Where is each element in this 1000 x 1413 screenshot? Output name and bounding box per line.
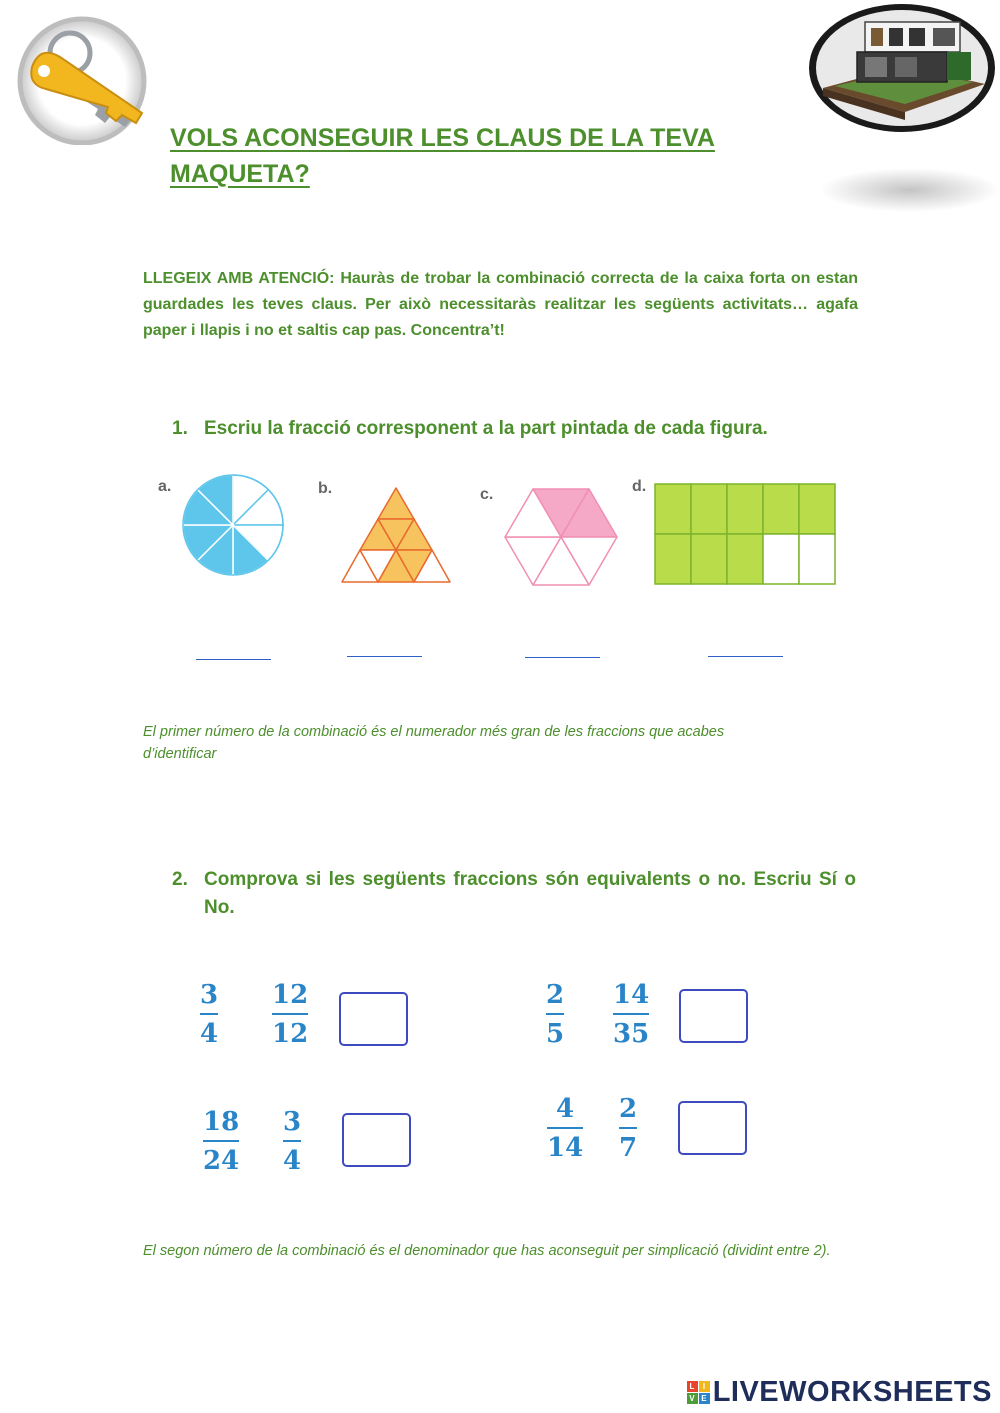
question-1 [172, 415, 862, 443]
page-title: VOLS ACONSEGUIR LES CLAUS DE LA TEVA MAQUETA? [170, 124, 715, 188]
numerator: 2 [546, 980, 565, 1010]
logo-text: LIVEWORKSHEETS [712, 1376, 992, 1408]
answer-blank-c[interactable] [525, 657, 600, 658]
fraction-pair3-b [283, 1107, 301, 1176]
numerator: 4 [556, 1094, 575, 1124]
question-2-text: Comprova si les següents fraccions són equivalents o no. Escriu Sí o No. [204, 869, 856, 918]
numerator: 18 [203, 1107, 240, 1137]
figure-a-circle [183, 475, 283, 575]
fraction-pair4-a [547, 1094, 583, 1163]
numerator: 3 [200, 980, 219, 1010]
figure-d-label: d. [632, 478, 647, 495]
denominator: 4 [283, 1146, 302, 1176]
key-image [10, 15, 150, 145]
fraction-figures [140, 470, 860, 605]
denominator: 4 [200, 1019, 219, 1049]
answer-box-pair1[interactable] [339, 992, 408, 1046]
note-1: El primer número de la combinació és el numerador més gran de les fraccions que acabes d’identificar [143, 724, 725, 762]
fraction-pair2-b [613, 980, 649, 1049]
key-icon [10, 15, 150, 145]
answer-box-pair2[interactable] [679, 989, 748, 1043]
fraction-pair2-a [546, 980, 564, 1049]
answer-blank-a[interactable] [196, 659, 271, 660]
denominator: 24 [203, 1146, 240, 1176]
logo-icon: L I V E [687, 1381, 710, 1404]
note-2: El segon número de la combinació és el denominador que has aconseguit per simplicació (dividint entre 2). [143, 1243, 831, 1259]
house-icon [805, 0, 1000, 215]
intro-paragraph: LLEGEIX AMB ATENCIÓ: Hauràs de trobar la combinació correcta de la caixa forta on estan guardades les teves claus. Per això necessitaràs realitzar les següents activitats… agafa paper i llapis i no et saltis cap pas. Concentra’t! [143, 270, 858, 339]
question-1-number: 1. [172, 418, 188, 439]
fraction-pair1-b [272, 980, 308, 1049]
denominator: 14 [547, 1133, 584, 1163]
fraction-pair4-b [619, 1094, 637, 1163]
figure-c-label: c. [480, 486, 494, 503]
figure-d-rectangle [655, 484, 835, 584]
numerator: 3 [283, 1107, 302, 1137]
fraction-pair3-a [203, 1107, 239, 1176]
numerator: 14 [613, 980, 650, 1010]
figure-a-label: a. [158, 478, 172, 495]
answer-blank-d[interactable] [708, 656, 783, 657]
question-1-text: Escriu la fracció corresponent a la part pintada de cada figura. [204, 418, 768, 439]
denominator: 7 [619, 1133, 638, 1163]
answer-box-pair4[interactable] [678, 1101, 747, 1155]
liveworksheets-logo [687, 1376, 992, 1409]
fraction-pair1-a [200, 980, 218, 1049]
answer-box-pair3[interactable] [342, 1113, 411, 1167]
denominator: 12 [272, 1019, 309, 1049]
figure-b-label: b. [318, 480, 333, 497]
answer-blank-b[interactable] [347, 656, 422, 657]
denominator: 5 [546, 1019, 565, 1049]
numerator: 12 [272, 980, 309, 1010]
figure-b-triangle [342, 488, 450, 582]
model-house-image [805, 0, 1000, 215]
denominator: 35 [613, 1019, 650, 1049]
question-2 [172, 866, 862, 922]
figure-c-hexagon [505, 489, 617, 585]
question-2-number: 2. [172, 869, 188, 890]
numerator: 2 [619, 1094, 638, 1124]
